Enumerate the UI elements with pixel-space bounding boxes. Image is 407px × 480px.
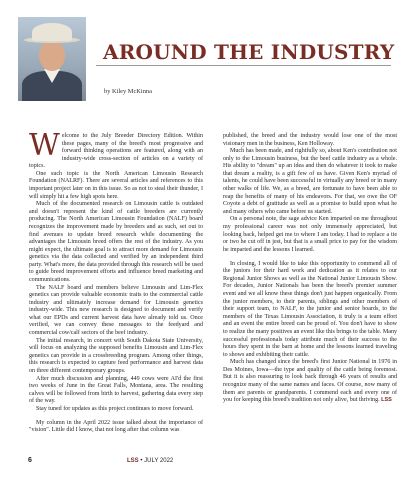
article-paragraph: The NALF board and members believe Limousin and Lim-Flex genetics can provide valuable economic traits to the commercial cattle industry and ultimately increase demand for Limousin genetics industry-wide. This new research is designed to document and verify what our EPDs and current harvest data have already told us. Once verified, we can convey these messages to the feedyard and commercial cow/calf sectors of the beef industry. [29,284,203,337]
title-divider [96,65,391,66]
issue-footer [127,458,173,464]
article-paragraph: My column in the April 2022 issue talked about the importance of "vision". Little did I know, that not long after that column was [29,419,203,434]
article-paragraph: published, the breed and the industry would lose one of the most visionary men in the business, Ken Holloway. [223,133,397,147]
article-paragraph [29,128,203,171]
author-headshot-photo [18,17,86,101]
byline: by Kiley McKinna [104,88,152,95]
article-paragraph-text: Much has changed since the breed's first Junior National in 1976 in Des Moines, Iowa—the type and quality of the cattle being foremost. But it is also reassuring to look back through 46 years of results and recognize many of the same names and faces. Of course, now many of them are parents or grandparents. I commend each and every one of you for keeping this breed's tradition not only alive, but thriving. [223,359,397,404]
article-paragraph: Much of the documented research on Limousin cattle is outdated and doesn't represent the kind of cattle breeders are currently producing. The North American Limousin Foundation (NALF) board recognizes the improvement made by breeders and as such, set out to find avenues to update breed research while documenting the advantages the Limousin breed offers the rest of the industry. As you might expect, the ultimate goal is to attract more demand for Limousin genetics via the data collected and verified by an independent third party. What's more, the data provided through this research will be used to guide breed improvement efforts and influence breed marketing and communications. [29,201,203,283]
article-paragraph: The initial research, in concert with South Dakota State University, will focus on analyzing the supposed benefits Limousin and Lim-Flex genetics can provide in a crossbreeding program. Among other things, this research is expected to capture feed performance and harvest data on three different contemporary groups. [29,337,203,374]
article-column-left [29,128,203,435]
article-paragraph [223,359,397,404]
publication-logo: LSS [127,458,139,464]
issue-date: • JULY 2022 [140,458,174,464]
article-paragraph: Stay tuned for updates as this project continues to move forward. [36,405,194,412]
article-paragraph: One such topic is the North American Limousin Research Foundation (NALRF). There are several articles and references to this important project later on in this issue. So as not to steal their thunder, I will simply hit a few high spots here. [29,170,203,200]
photo-face [39,41,65,71]
photo-cowboy-hat [32,23,72,41]
drop-cap: W [29,128,60,163]
article-paragraph: In closing, I would like to take this opportunity to commend all of the juniors for their hard work and dedication as it relates to our Regional Junior Shows as well as the National Junior Limousin Show. For decades, Junior Nationals has been the breed's premier summer event and we all know these things don't just happen organically. From the junior members, to their parents, siblings and other members of their support team, to NALF, to the junior and senior boards, to the members of the Texas Limousin Association, it truly is a team effort and an event the entire breed can be proud of. You don't have to show to realize the many positives an event like this brings to the table. Many successful professionals today attribute much of their success to the hours they spent in the barn at home and the lessons learned traveling to shows and exhibiting their cattle. [223,260,397,358]
article-paragraph: After much discussion and planning, 449 cows were AI'd the first two weeks of June in the Great Falls, Montana, area. The resulting calves will be followed from birth to harvest, gathering data every step of the way. [29,375,203,405]
page-number: 6 [28,457,32,464]
article-column-right [223,133,397,405]
end-mark-logo: LSS [381,397,392,404]
article-paragraph: On a personal note, the sage advice Ken imparted on me throughout my professional career was not only immensely appreciated, but looking back, helped get me to where I am today. I had to replace a tie or two he cut off in jest, but that is a small price to pay for the wisdom he imparted and the lessons I learned. [223,216,397,253]
page-title: AROUND THE INDUSTRY [103,40,395,64]
article-paragraph-text: elcome to the July Breeder Directory Edition. Within these pages, many of the breed's most progressive and forward thinking operations are featured, along with an industry-wide cross-section of articles on a variety of topics. [29,133,203,170]
article-paragraph: Much has been made, and rightfully so, about Ken's contribution not only to the Limousin business, but the beef cattle industry as a whole. His ability to "dream" up an idea and then do whatever it took to make that dream a reality, is a gift few of us have. Given Ken's myriad of talents, he could have been successful in virtually any breed or in many other walks of life. We, as a breed, are fortunate to have been able to reap the benefits of many of his endeavors. For that, we owe the OF Coyote a debt of gratitude as well as a promise to build upon what he and many others who came before us started. [223,148,397,215]
